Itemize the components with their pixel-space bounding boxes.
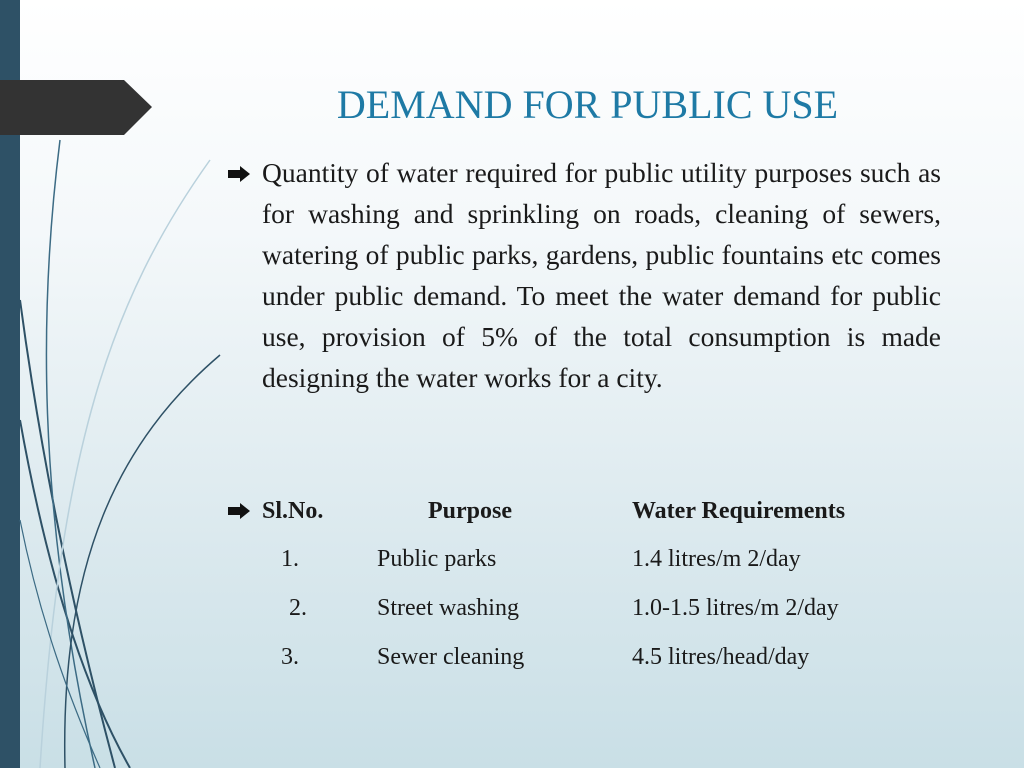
table-cell-purpose: Public parks [377,546,497,572]
table-cell-requirement: 1.0-1.5 litres/m 2/day [632,595,839,621]
table-cell-requirement: 4.5 litres/head/day [632,644,810,670]
table-cell-purpose: Street washing [377,595,519,621]
table-cell-slno: 2. [289,595,307,621]
table-header-water-requirements: Water Requirements [632,498,846,524]
body-paragraph: Quantity of water required for public utility purposes such as for washing and sprinkling on roads, cleaning of sewers, watering of public parks, gardens, public fountains etc comes under public demand. To meet the water demand for public use, provision of 5% of the total consumption is made designing the water works for a city. [262,157,941,393]
table-header-purpose: Purpose [428,498,512,524]
arrow-bullet-icon [228,503,250,519]
arrow-bullet-icon [228,166,250,182]
table-cell-requirement: 1.4 litres/m 2/day [632,546,801,572]
table-cell-slno: 3. [281,644,299,670]
table-cell-slno: 1. [281,546,299,572]
title-tab-arrow [0,80,152,135]
slide-title: DEMAND FOR PUBLIC USE [336,82,839,127]
table-cell-purpose: Sewer cleaning [377,644,525,670]
table-header-slno: Sl.No. [262,498,324,524]
